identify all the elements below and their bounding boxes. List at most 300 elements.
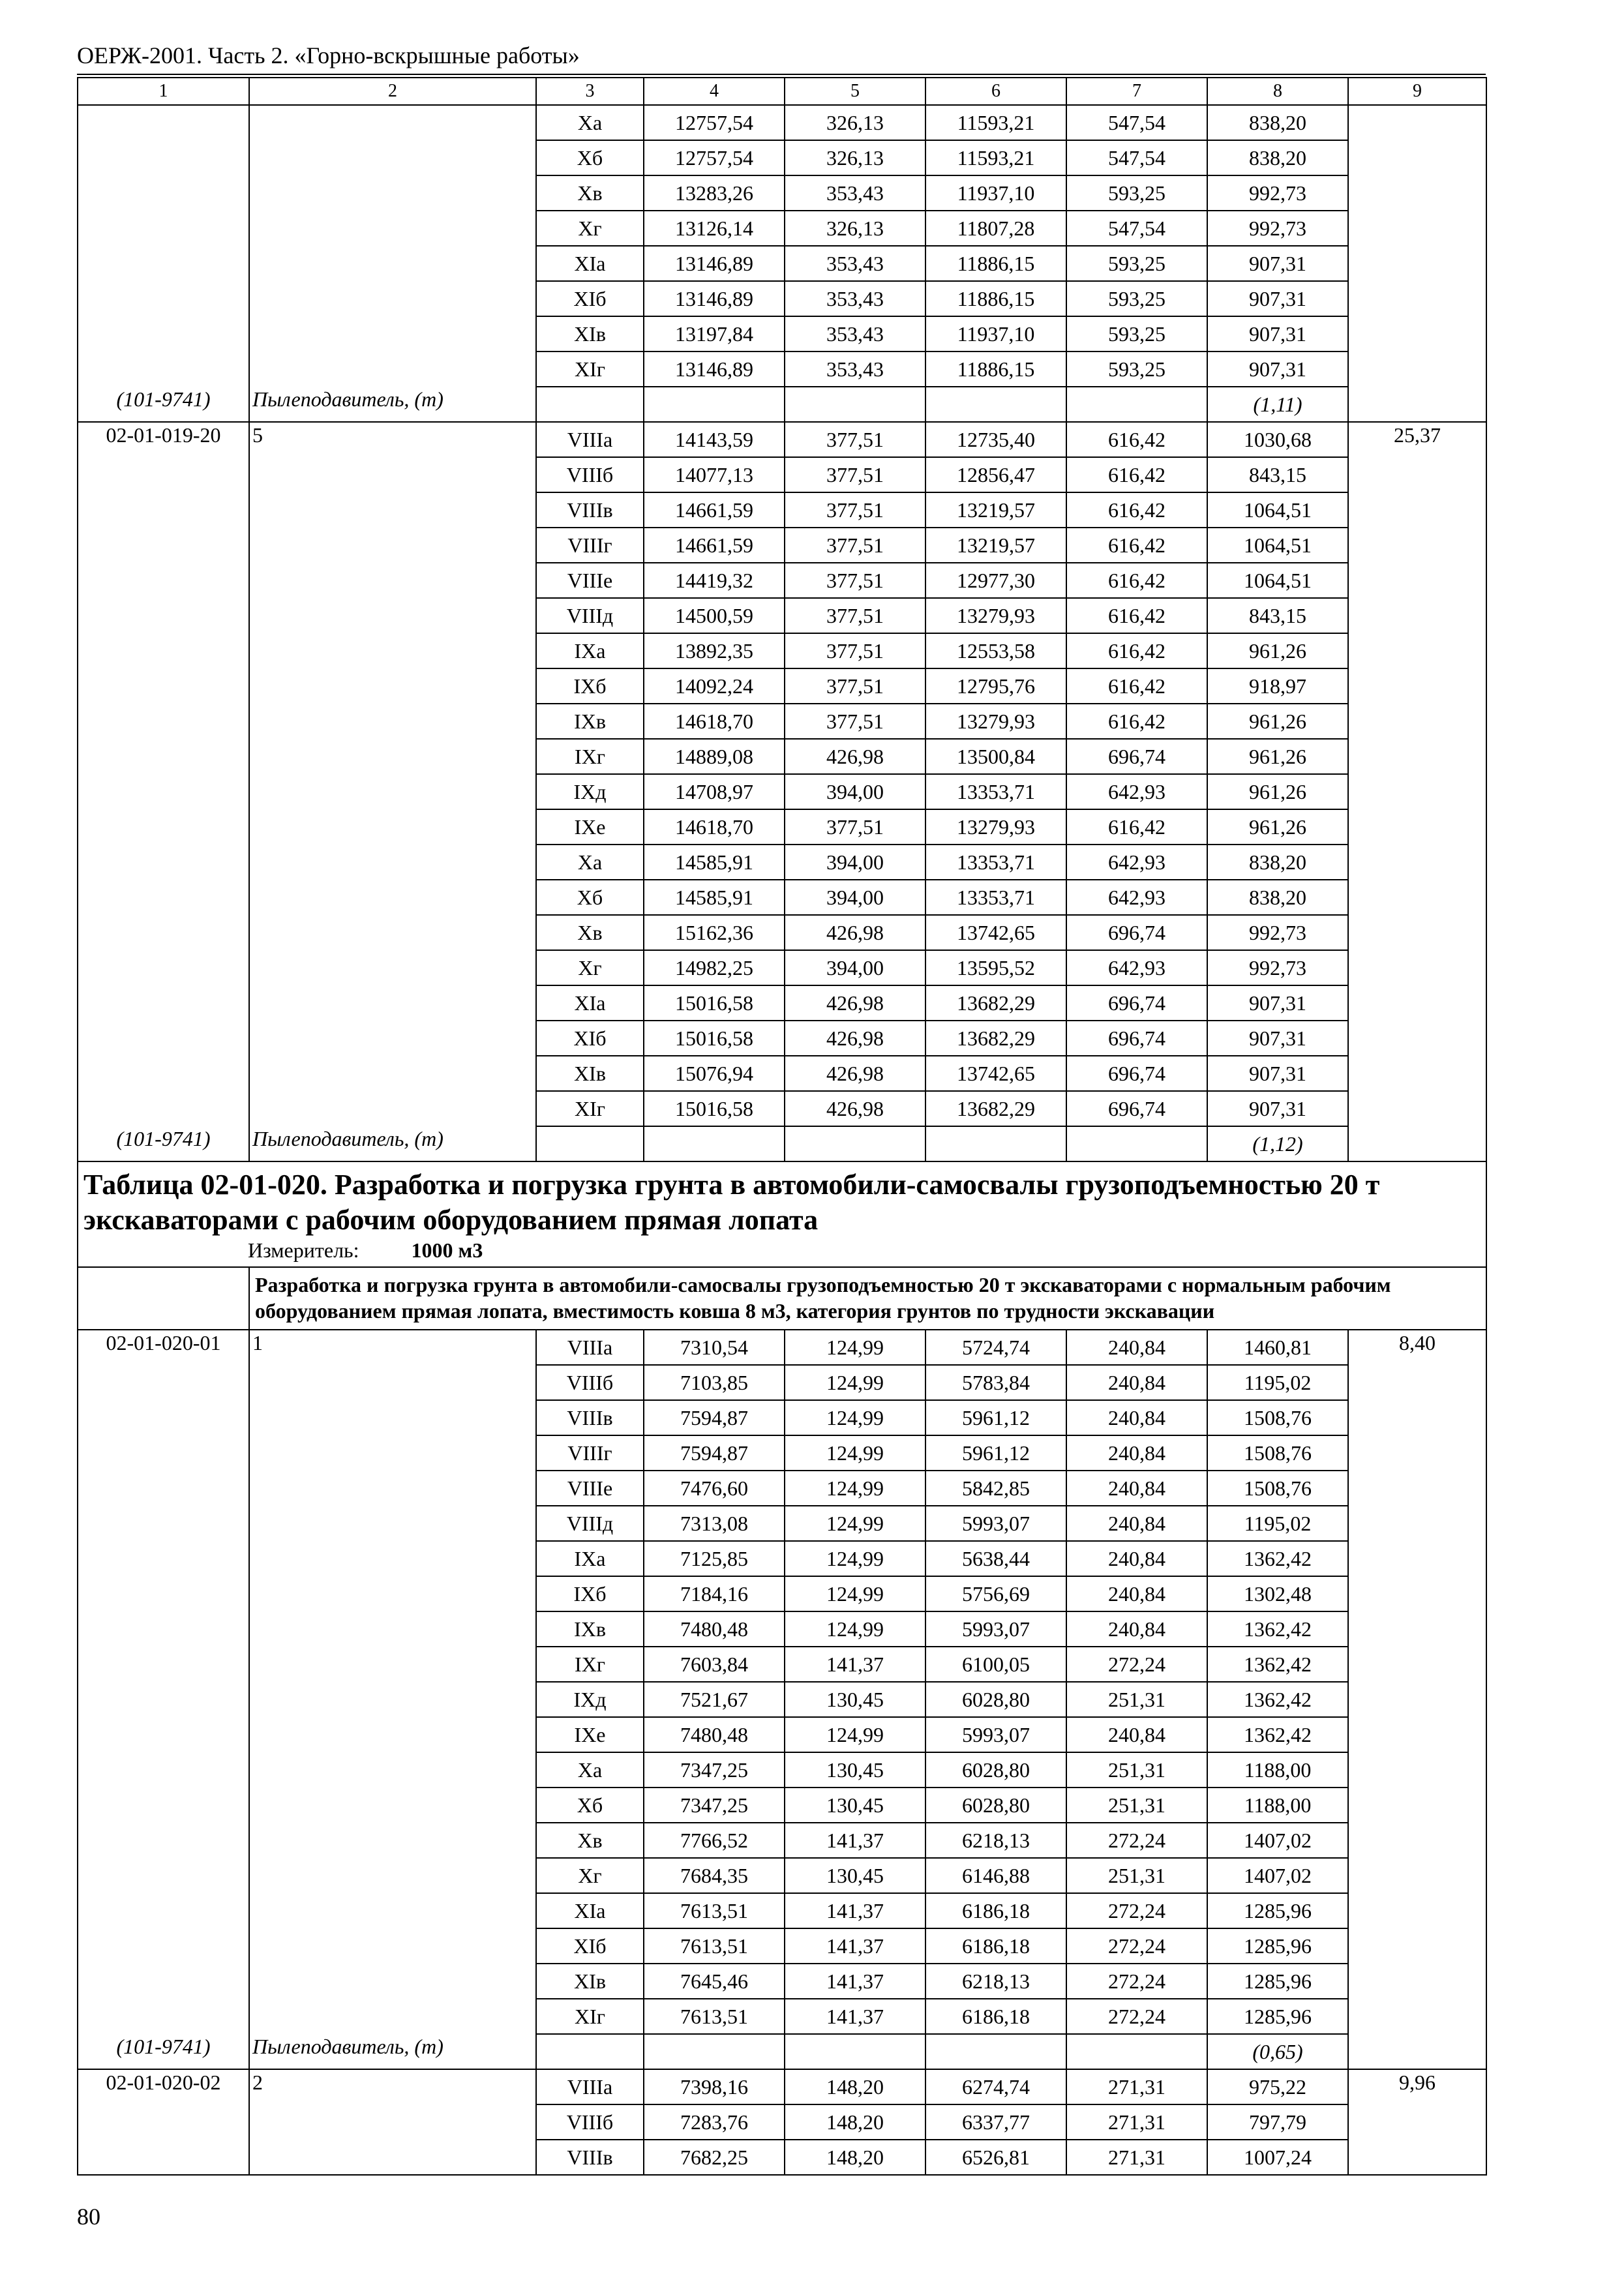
cost-value: 141,37 xyxy=(785,1964,925,1999)
cost-value: 6186,18 xyxy=(925,1999,1066,2034)
excavator-class: Xб xyxy=(536,1788,644,1823)
cost-value: 240,84 xyxy=(1066,1365,1207,1400)
cost-value: 13197,84 xyxy=(644,316,785,352)
labor-value xyxy=(1348,175,1486,211)
cost-value: 15016,58 xyxy=(644,1021,785,1056)
labor-value xyxy=(1348,598,1486,633)
rate-name xyxy=(249,1928,536,1964)
cost-value: 838,20 xyxy=(1207,880,1348,915)
rate-name xyxy=(249,1823,536,1858)
cost-value: 5638,44 xyxy=(925,1541,1066,1576)
labor-value xyxy=(1348,809,1486,845)
table-row xyxy=(78,1647,1486,1682)
cost-value: 616,42 xyxy=(1066,809,1207,845)
excavator-class: XIг xyxy=(536,1091,644,1126)
rate-code: 02-01-020-01 xyxy=(78,1330,249,1365)
rate-code xyxy=(78,1365,249,1400)
rate-name xyxy=(249,175,536,211)
rate-name: 5 xyxy=(249,422,536,457)
labor-value xyxy=(1348,845,1486,880)
excavator-class: VIIIа xyxy=(536,422,644,457)
cost-value: 377,51 xyxy=(785,633,925,668)
resource-value: (1,11) xyxy=(1207,387,1348,422)
cost-value: 5961,12 xyxy=(925,1400,1066,1435)
labor-value xyxy=(1348,880,1486,915)
rate-name xyxy=(249,457,536,492)
rate-code xyxy=(78,140,249,175)
table-row xyxy=(78,1091,1486,1126)
labor-value xyxy=(1348,1091,1486,1126)
column-header: 4 xyxy=(644,78,785,105)
cost-value: 377,51 xyxy=(785,563,925,598)
rate-code xyxy=(78,774,249,809)
cost-value: 1195,02 xyxy=(1207,1365,1348,1400)
rate-code xyxy=(78,2104,249,2140)
labor-value xyxy=(1348,457,1486,492)
table-cell xyxy=(78,1267,249,1330)
cost-value: 271,31 xyxy=(1066,2104,1207,2140)
rate-code xyxy=(78,316,249,352)
table-cell xyxy=(1348,1126,1486,1161)
cost-value: 426,98 xyxy=(785,1021,925,1056)
cost-value: 1285,96 xyxy=(1207,1928,1348,1964)
excavator-class: VIIIе xyxy=(536,1471,644,1506)
labor-value xyxy=(1348,915,1486,950)
rate-name xyxy=(249,246,536,281)
excavator-class: Xг xyxy=(536,1858,644,1893)
cost-value: 7480,48 xyxy=(644,1717,785,1752)
table-cell xyxy=(785,1126,925,1161)
rate-code xyxy=(78,598,249,633)
cost-value: 593,25 xyxy=(1066,316,1207,352)
cost-value: 377,51 xyxy=(785,528,925,563)
page-number: 80 xyxy=(77,2204,100,2230)
cost-value: 838,20 xyxy=(1207,140,1348,175)
table-row xyxy=(78,1435,1486,1471)
cost-value: 696,74 xyxy=(1066,739,1207,774)
cost-value: 124,99 xyxy=(785,1506,925,1541)
cost-value: 5724,74 xyxy=(925,1330,1066,1365)
cost-value: 1064,51 xyxy=(1207,528,1348,563)
cost-value: 272,24 xyxy=(1066,1823,1207,1858)
table-cell xyxy=(925,2034,1066,2069)
cost-value: 696,74 xyxy=(1066,915,1207,950)
table-row xyxy=(78,1823,1486,1858)
excavator-class: VIIIб xyxy=(536,457,644,492)
labor-value xyxy=(1348,1788,1486,1823)
table-row xyxy=(78,1471,1486,1506)
table-row xyxy=(78,1330,1486,1365)
table-row xyxy=(78,211,1486,246)
table-row xyxy=(78,1576,1486,1611)
rate-name xyxy=(249,1893,536,1928)
table-row xyxy=(78,1611,1486,1647)
cost-value: 377,51 xyxy=(785,598,925,633)
cost-value: 6218,13 xyxy=(925,1823,1066,1858)
table-cell xyxy=(785,2034,925,2069)
rate-code xyxy=(78,1752,249,1788)
cost-value: 1285,96 xyxy=(1207,1893,1348,1928)
excavator-class: XIб xyxy=(536,1021,644,1056)
rate-code xyxy=(78,1021,249,1056)
rate-code xyxy=(78,950,249,985)
cost-value: 124,99 xyxy=(785,1435,925,1471)
table-cell xyxy=(785,387,925,422)
cost-value: 14585,91 xyxy=(644,880,785,915)
excavator-class: IXб xyxy=(536,668,644,704)
excavator-class: XIг xyxy=(536,352,644,387)
table-row xyxy=(78,105,1486,140)
cost-value: 11807,28 xyxy=(925,211,1066,246)
excavator-class: IXг xyxy=(536,1647,644,1682)
cost-value: 1030,68 xyxy=(1207,422,1348,457)
cost-value: 13219,57 xyxy=(925,492,1066,528)
table-cell xyxy=(1066,2034,1207,2069)
labor-value xyxy=(1348,1471,1486,1506)
cost-value: 1508,76 xyxy=(1207,1435,1348,1471)
rate-name xyxy=(249,1435,536,1471)
cost-value: 13219,57 xyxy=(925,528,1066,563)
rate-name xyxy=(249,1858,536,1893)
labor-value xyxy=(1348,316,1486,352)
cost-value: 271,31 xyxy=(1066,2069,1207,2104)
cost-value: 7682,25 xyxy=(644,2140,785,2175)
excavator-class: Xб xyxy=(536,140,644,175)
cost-value: 642,93 xyxy=(1066,774,1207,809)
cost-value: 15016,58 xyxy=(644,1091,785,1126)
table-row xyxy=(78,809,1486,845)
cost-value: 13500,84 xyxy=(925,739,1066,774)
excavator-class: Xв xyxy=(536,175,644,211)
rate-name xyxy=(249,1400,536,1435)
cost-value: 326,13 xyxy=(785,211,925,246)
rate-name xyxy=(249,1471,536,1506)
rate-name xyxy=(249,1999,536,2034)
rate-name xyxy=(249,774,536,809)
table-cell xyxy=(925,1126,1066,1161)
excavator-class: IXа xyxy=(536,633,644,668)
rate-code xyxy=(78,1576,249,1611)
excavator-class: VIIIа xyxy=(536,2069,644,2104)
rate-name xyxy=(249,1021,536,1056)
rate-code xyxy=(78,1400,249,1435)
cost-value: 593,25 xyxy=(1066,352,1207,387)
cost-value: 13595,52 xyxy=(925,950,1066,985)
excavator-class: IXе xyxy=(536,809,644,845)
rate-code xyxy=(78,1858,249,1893)
table-cell xyxy=(925,387,1066,422)
cost-value: 5756,69 xyxy=(925,1576,1066,1611)
rate-name xyxy=(249,105,536,140)
cost-value: 124,99 xyxy=(785,1611,925,1647)
cost-value: 6186,18 xyxy=(925,1928,1066,1964)
cost-value: 14889,08 xyxy=(644,739,785,774)
excavator-class: VIIIв xyxy=(536,1400,644,1435)
cost-value: 14982,25 xyxy=(644,950,785,985)
excavator-class: XIв xyxy=(536,1964,644,1999)
labor-value xyxy=(1348,1858,1486,1893)
labor-value xyxy=(1348,1717,1486,1752)
cost-value: 616,42 xyxy=(1066,598,1207,633)
cost-value: 838,20 xyxy=(1207,845,1348,880)
table-cell xyxy=(536,387,644,422)
cost-value: 642,93 xyxy=(1066,950,1207,985)
table-row xyxy=(78,1021,1486,1056)
excavator-class: XIа xyxy=(536,246,644,281)
cost-value: 13146,89 xyxy=(644,352,785,387)
resource-name: Пылеподавитель, (т) xyxy=(249,387,536,422)
labor-value xyxy=(1348,668,1486,704)
labor-value xyxy=(1348,1893,1486,1928)
labor-value: 25,37 xyxy=(1348,422,1486,457)
cost-value: 7613,51 xyxy=(644,1999,785,2034)
cost-value: 13742,65 xyxy=(925,915,1066,950)
excavator-class: VIIIв xyxy=(536,492,644,528)
cost-value: 6100,05 xyxy=(925,1647,1066,1682)
rate-code xyxy=(78,915,249,950)
table-row xyxy=(78,316,1486,352)
cost-value: 240,84 xyxy=(1066,1506,1207,1541)
rate-name xyxy=(249,1682,536,1717)
table-row xyxy=(78,915,1486,950)
labor-value xyxy=(1348,105,1486,140)
labor-value xyxy=(1348,1964,1486,1999)
cost-value: 240,84 xyxy=(1066,1400,1207,1435)
cost-value: 12795,76 xyxy=(925,668,1066,704)
cost-value: 272,24 xyxy=(1066,1647,1207,1682)
rate-name xyxy=(249,2104,536,2140)
cost-value: 12735,40 xyxy=(925,422,1066,457)
table-row xyxy=(78,985,1486,1021)
cost-value: 13146,89 xyxy=(644,246,785,281)
rate-name xyxy=(249,1717,536,1752)
cost-value: 141,37 xyxy=(785,1647,925,1682)
rate-code xyxy=(78,246,249,281)
cost-value: 394,00 xyxy=(785,845,925,880)
excavator-class: XIа xyxy=(536,1893,644,1928)
cost-value: 124,99 xyxy=(785,1576,925,1611)
labor-value xyxy=(1348,1056,1486,1091)
excavator-class: XIб xyxy=(536,1928,644,1964)
cost-value: 11593,21 xyxy=(925,140,1066,175)
cost-value: 14092,24 xyxy=(644,668,785,704)
labor-value xyxy=(1348,950,1486,985)
excavator-class: XIа xyxy=(536,985,644,1021)
column-header: 7 xyxy=(1066,78,1207,105)
column-header: 6 xyxy=(925,78,1066,105)
cost-value: 1064,51 xyxy=(1207,492,1348,528)
excavator-class: VIIIг xyxy=(536,528,644,563)
table-row xyxy=(78,1400,1486,1435)
cost-value: 11886,15 xyxy=(925,281,1066,316)
labor-value xyxy=(1348,2140,1486,2175)
rate-name xyxy=(249,1541,536,1576)
rate-code xyxy=(78,633,249,668)
rate-name: 2 xyxy=(249,2069,536,2104)
rate-name: 1 xyxy=(249,1330,536,1365)
cost-value: 12757,54 xyxy=(644,140,785,175)
cost-value: 240,84 xyxy=(1066,1435,1207,1471)
cost-value: 272,24 xyxy=(1066,1964,1207,1999)
excavator-class: Xв xyxy=(536,1823,644,1858)
rate-name xyxy=(249,739,536,774)
labor-value xyxy=(1348,352,1486,387)
excavator-class: VIIIв xyxy=(536,2140,644,2175)
table-cell xyxy=(644,2034,785,2069)
cost-value: 377,51 xyxy=(785,704,925,739)
cost-value: 12856,47 xyxy=(925,457,1066,492)
cost-value: 1188,00 xyxy=(1207,1788,1348,1823)
cost-value: 907,31 xyxy=(1207,985,1348,1021)
table-row xyxy=(78,246,1486,281)
rate-name xyxy=(249,1365,536,1400)
table-row xyxy=(78,1752,1486,1788)
cost-value: 141,37 xyxy=(785,1928,925,1964)
cost-value: 148,20 xyxy=(785,2140,925,2175)
cost-value: 961,26 xyxy=(1207,739,1348,774)
labor-value xyxy=(1348,1506,1486,1541)
cost-value: 13353,71 xyxy=(925,845,1066,880)
labor-value xyxy=(1348,633,1486,668)
cost-value: 5842,85 xyxy=(925,1471,1066,1506)
rate-code xyxy=(78,739,249,774)
rate-code xyxy=(78,457,249,492)
table-cell xyxy=(536,1126,644,1161)
table-row xyxy=(78,492,1486,528)
labor-value xyxy=(1348,563,1486,598)
cost-value: 6028,80 xyxy=(925,1752,1066,1788)
cost-value: 1407,02 xyxy=(1207,1858,1348,1893)
rate-name xyxy=(249,1056,536,1091)
labor-value: 9,96 xyxy=(1348,2069,1486,2104)
cost-value: 124,99 xyxy=(785,1330,925,1365)
rate-name xyxy=(249,598,536,633)
cost-value: 1508,76 xyxy=(1207,1400,1348,1435)
cost-value: 547,54 xyxy=(1066,105,1207,140)
cost-value: 377,51 xyxy=(785,492,925,528)
table-row xyxy=(78,1999,1486,2034)
excavator-class: VIIIб xyxy=(536,2104,644,2140)
rate-name xyxy=(249,704,536,739)
labor-value xyxy=(1348,1999,1486,2034)
cost-value: 11937,10 xyxy=(925,316,1066,352)
cost-value: 251,31 xyxy=(1066,1752,1207,1788)
labor-value xyxy=(1348,1365,1486,1400)
cost-value: 7684,35 xyxy=(644,1858,785,1893)
cost-value: 642,93 xyxy=(1066,845,1207,880)
cost-value: 696,74 xyxy=(1066,1056,1207,1091)
table-row xyxy=(78,528,1486,563)
excavator-class: IXв xyxy=(536,1611,644,1647)
cost-value: 240,84 xyxy=(1066,1471,1207,1506)
rate-name xyxy=(249,352,536,387)
table-row xyxy=(78,175,1486,211)
rate-code xyxy=(78,1682,249,1717)
cost-value: 14661,59 xyxy=(644,528,785,563)
rate-name xyxy=(249,1576,536,1611)
cost-value: 1362,42 xyxy=(1207,1541,1348,1576)
rate-code xyxy=(78,528,249,563)
cost-value: 426,98 xyxy=(785,1056,925,1091)
cost-value: 141,37 xyxy=(785,1823,925,1858)
description-row xyxy=(78,1267,1486,1330)
table-row xyxy=(78,1541,1486,1576)
labor-value xyxy=(1348,2104,1486,2140)
cost-value: 240,84 xyxy=(1066,1576,1207,1611)
cost-value: 642,93 xyxy=(1066,880,1207,915)
table-title-row xyxy=(78,1161,1486,1238)
labor-value xyxy=(1348,704,1486,739)
cost-value: 547,54 xyxy=(1066,211,1207,246)
section-description: Разработка и погрузка грунта в автомобили-самосвалы грузоподъемностью 20 т экскаваторами с нормальным рабочим оборудованием прямая лопата, вместимость ковша 8 м3, категория грунтов по трудности экскавации xyxy=(249,1267,1486,1330)
cost-value: 353,43 xyxy=(785,175,925,211)
labor-value xyxy=(1348,1928,1486,1964)
cost-value: 377,51 xyxy=(785,422,925,457)
table-row xyxy=(78,422,1486,457)
rate-code xyxy=(78,1471,249,1506)
excavator-class: IXа xyxy=(536,1541,644,1576)
resource-code: (101-9741) xyxy=(78,387,249,422)
rate-name xyxy=(249,281,536,316)
column-header: 5 xyxy=(785,78,925,105)
rate-code xyxy=(78,211,249,246)
resource-value: (0,65) xyxy=(1207,2034,1348,2069)
resource-name: Пылеподавитель, (т) xyxy=(249,1126,536,1161)
cost-value: 1302,48 xyxy=(1207,1576,1348,1611)
rate-code xyxy=(78,845,249,880)
cost-value: 272,24 xyxy=(1066,1999,1207,2034)
rate-code xyxy=(78,1999,249,2034)
cost-value: 616,42 xyxy=(1066,492,1207,528)
labor-value xyxy=(1348,1647,1486,1682)
labor-value xyxy=(1348,281,1486,316)
cost-value: 124,99 xyxy=(785,1365,925,1400)
cost-value: 616,42 xyxy=(1066,563,1207,598)
cost-value: 130,45 xyxy=(785,1752,925,1788)
cost-value: 6218,13 xyxy=(925,1964,1066,1999)
cost-value: 240,84 xyxy=(1066,1330,1207,1365)
cost-value: 616,42 xyxy=(1066,704,1207,739)
cost-value: 240,84 xyxy=(1066,1717,1207,1752)
rate-name xyxy=(249,668,536,704)
table-row xyxy=(78,563,1486,598)
labor-value xyxy=(1348,1400,1486,1435)
rate-code xyxy=(78,1964,249,1999)
rate-name xyxy=(249,1647,536,1682)
table-row xyxy=(78,2069,1486,2104)
cost-value: 7347,25 xyxy=(644,1752,785,1788)
cost-value: 426,98 xyxy=(785,915,925,950)
cost-value: 13283,26 xyxy=(644,175,785,211)
excavator-class: IXб xyxy=(536,1576,644,1611)
rate-name xyxy=(249,1788,536,1823)
labor-value xyxy=(1348,1752,1486,1788)
rate-code xyxy=(78,1647,249,1682)
cost-value: 7398,16 xyxy=(644,2069,785,2104)
cost-value: 1362,42 xyxy=(1207,1717,1348,1752)
table-cell xyxy=(644,387,785,422)
cost-value: 1064,51 xyxy=(1207,563,1348,598)
cost-value: 11886,15 xyxy=(925,352,1066,387)
cost-value: 907,31 xyxy=(1207,1056,1348,1091)
cost-value: 377,51 xyxy=(785,457,925,492)
cost-value: 961,26 xyxy=(1207,704,1348,739)
cost-value: 961,26 xyxy=(1207,774,1348,809)
cost-value: 353,43 xyxy=(785,352,925,387)
cost-value: 5993,07 xyxy=(925,1717,1066,1752)
cost-value: 272,24 xyxy=(1066,1893,1207,1928)
cost-value: 696,74 xyxy=(1066,1091,1207,1126)
